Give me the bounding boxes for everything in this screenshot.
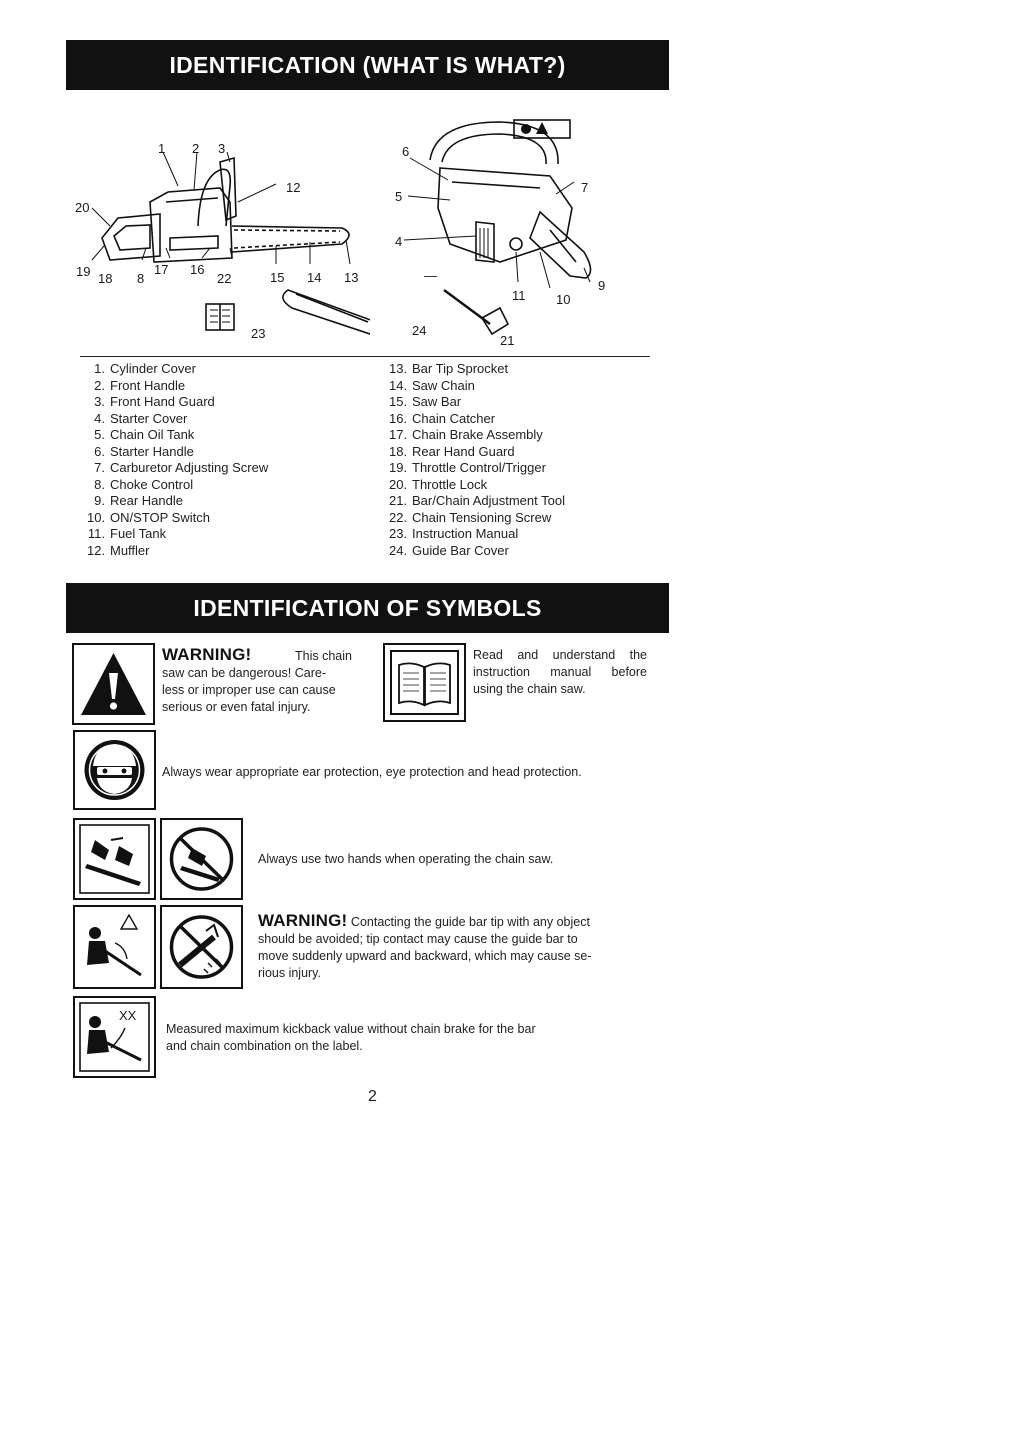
warning-triangle-symbol: [72, 643, 155, 725]
list-item: 21. Bar/Chain Adjustment Tool: [389, 493, 565, 508]
list-item: 5. Chain Oil Tank: [94, 427, 195, 442]
callout-11: 11: [512, 288, 526, 303]
callout-1: 1: [158, 141, 166, 156]
chainsaw-top-diagram: [390, 112, 615, 352]
callout-16: 16: [190, 262, 205, 277]
callout-2: 2: [192, 141, 200, 156]
manual-line: instruction manual before: [473, 665, 647, 679]
list-item: 2. Front Handle: [94, 377, 186, 393]
warning-heading: WARNING!: [258, 911, 348, 930]
open-book-icon: [385, 645, 464, 720]
kickback-value-label: XX: [119, 1008, 137, 1023]
kickback-line: Measured maximum kickback value without chain brake for the bar: [166, 1022, 536, 1036]
list-item: 1. Cylinder Cover: [94, 361, 196, 376]
callout-18: 18: [98, 271, 113, 286]
callout-14: 14: [307, 270, 322, 285]
warning-line: This chain: [295, 649, 352, 663]
section-header-identification: IDENTIFICATION (WHAT IS WHAT?): [66, 40, 669, 90]
warning-line: rious injury.: [258, 966, 321, 980]
callout-10: 10: [556, 292, 571, 307]
callout-19: 19: [76, 264, 91, 279]
protection-symbol: [73, 730, 156, 810]
list-item: 3. Front Hand Guard: [94, 394, 215, 409]
warning-triangle-icon: [74, 645, 153, 723]
warning-danger-text: [162, 646, 352, 716]
manual-text: [473, 647, 647, 698]
callout-3: 3: [218, 141, 226, 156]
list-item: 20. Throttle Lock: [389, 476, 488, 492]
list-item: 18. Rear Hand Guard: [389, 443, 515, 459]
kickback-value-text: [166, 1021, 636, 1055]
list-item: 17. Chain Brake Assembly: [389, 427, 543, 442]
warning-line: less or improper use can cause: [162, 683, 336, 697]
kickback-value-symbol: [73, 996, 156, 1078]
list-item: 13. Bar Tip Sprocket: [389, 361, 509, 376]
parts-list-left: [87, 361, 268, 559]
callout-22: 22: [217, 271, 232, 286]
warning-heading: WARNING!: [162, 645, 252, 664]
head-protection-icon: [75, 732, 154, 808]
list-item: 10. ON/STOP Switch: [87, 509, 210, 525]
callout-20: 20: [75, 200, 90, 215]
callout-23: 23: [251, 326, 266, 341]
manual-line: using the chain saw.: [473, 682, 586, 696]
one-hand-prohibited-icon: [162, 820, 241, 898]
warning-line: should be avoided; tip contact may cause the guide bar to: [258, 932, 578, 946]
callout-17: 17: [154, 262, 169, 277]
kickback-icon: [75, 907, 154, 987]
page-number: 2: [368, 1088, 377, 1105]
list-item: 11. Fuel Tank: [87, 526, 167, 541]
list-item: 23. Instruction Manual: [389, 526, 519, 541]
callout-9: 9: [598, 278, 606, 293]
callout-21: 21: [500, 333, 515, 348]
list-item: 22. Chain Tensioning Screw: [389, 509, 552, 525]
divider-line: [80, 356, 650, 357]
warning-line: move suddenly upward and backward, which may cause se-: [258, 949, 592, 963]
list-item: 14. Saw Chain: [389, 377, 475, 393]
callout-7: 7: [581, 180, 589, 195]
parts-list-right: [389, 361, 565, 559]
callout-12: 12: [286, 180, 301, 195]
list-item: 8. Choke Control: [94, 476, 194, 492]
list-item: 12. Muffler: [87, 542, 150, 558]
two-hands-text: Always use two hands when operating the chain saw.: [258, 852, 554, 866]
manual-line: Read and understand the: [473, 648, 647, 662]
kickback-value-icon: [75, 998, 154, 1076]
two-hands-symbol: [73, 818, 156, 900]
callout-4: 4: [395, 234, 403, 249]
section-header-symbols: IDENTIFICATION OF SYMBOLS: [66, 583, 669, 633]
one-hand-prohibited-symbol: [160, 818, 243, 900]
warning-line: saw can be dangerous! Care-: [162, 666, 326, 680]
callout-dash: —: [424, 268, 437, 283]
list-item: 7. Carburetor Adjusting Screw: [94, 460, 269, 475]
bar-tip-prohibited-icon: [162, 907, 241, 987]
kickback-line: and chain combination on the label.: [166, 1039, 363, 1053]
callout-24: 24: [412, 323, 427, 338]
callout-15: 15: [270, 270, 285, 285]
warning-line: Contacting the guide bar tip with any object: [350, 915, 590, 929]
list-item: 4. Starter Cover: [94, 410, 188, 426]
warning-line: serious or even fatal injury.: [162, 700, 311, 714]
callout-5: 5: [395, 189, 403, 204]
list-item: 24. Guide Bar Cover: [389, 542, 509, 558]
two-hands-icon: [75, 820, 154, 898]
list-item: 15. Saw Bar: [389, 394, 462, 409]
bar-tip-prohibited-symbol: [160, 905, 243, 989]
manual-symbol: [383, 643, 466, 722]
protection-text: Always wear appropriate ear protection, eye protection and head protection.: [162, 765, 582, 779]
kickback-warning-symbol: [73, 905, 156, 989]
callout-13: 13: [344, 270, 359, 285]
list-item: 19. Throttle Control/Trigger: [389, 460, 546, 475]
list-item: 16. Chain Catcher: [389, 410, 496, 426]
list-item: 9. Rear Handle: [94, 493, 183, 508]
chainsaw-side-diagram: [70, 130, 370, 355]
list-item: 6. Starter Handle: [94, 443, 194, 459]
callout-8: 8: [137, 271, 145, 286]
kickback-warning-text: [258, 912, 638, 982]
callout-6: 6: [402, 144, 410, 159]
